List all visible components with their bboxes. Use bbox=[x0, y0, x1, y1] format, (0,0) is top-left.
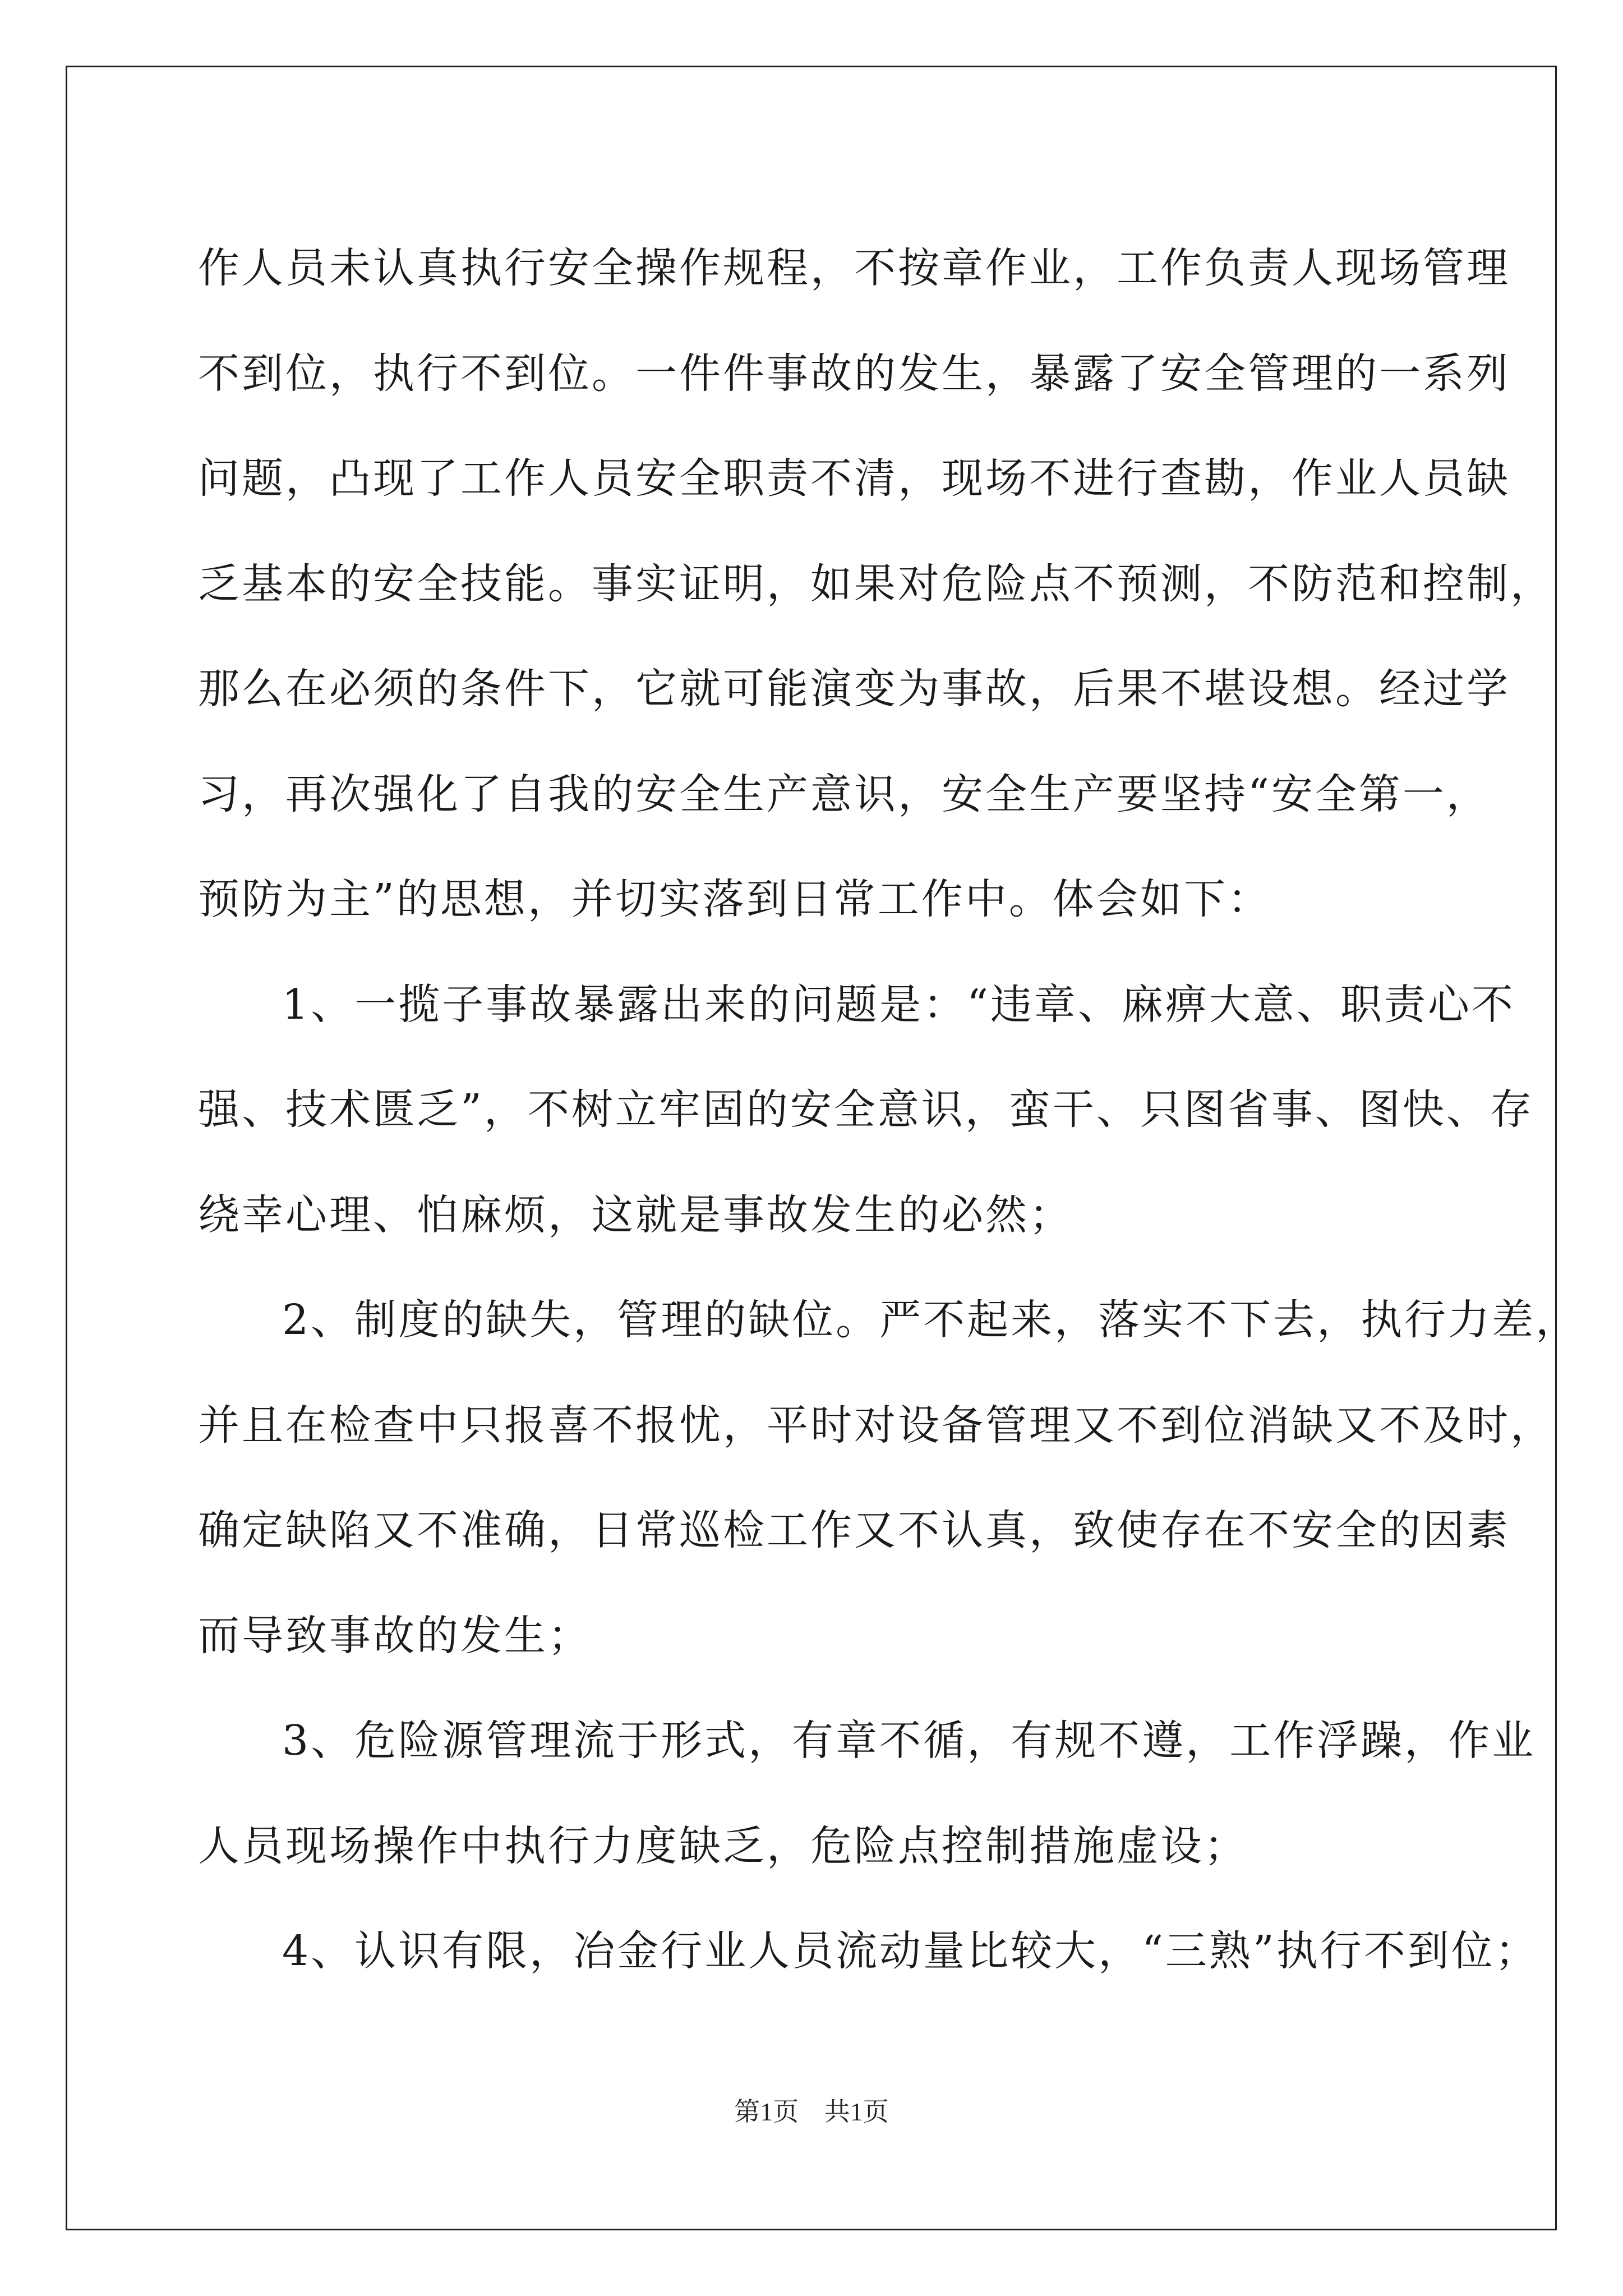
text-line-item-3: 3、危险源管理流于形式，有章不循，有规不遵，工作浮躁，作业 bbox=[282, 1717, 1536, 1765]
text-line: 而导致事故的发生； bbox=[198, 1611, 592, 1660]
text-line: 预防为主”的思想，并切实落到日常工作中。体会如下： bbox=[198, 875, 1271, 923]
page-number: 第1页 bbox=[734, 2097, 799, 2126]
page-footer bbox=[0, 2091, 1623, 2128]
text-line: 确定缺陷又不准确，日常巡检工作又不认真，致使存在不安全的因素 bbox=[198, 1506, 1510, 1554]
text-line: 不到位，执行不到位。一件件事故的发生，暴露了安全管理的一系列 bbox=[198, 349, 1510, 398]
page-total: 共1页 bbox=[824, 2097, 889, 2126]
document-body bbox=[198, 216, 1580, 2004]
text-line: 强、技术匮乏”，不树立牢固的安全意识，蛮干、只图省事、图快、存 bbox=[198, 1085, 1534, 1134]
text-line: 绕幸心理、怕麻烦，这就是事故发生的必然； bbox=[198, 1190, 1073, 1239]
text-line-item-4: 4、认识有限，冶金行业人员流动量比较大，“三熟”执行不到位； bbox=[282, 1927, 1539, 1975]
text-line-item-1: 1、一揽子事故暴露出来的问题是：“违章、麻痹大意、职责心不 bbox=[282, 980, 1515, 1029]
text-line: 并且在检查中只报喜不报忧，平时对设备管理又不到位消缺又不及时， bbox=[198, 1401, 1554, 1450]
text-line: 作人员未认真执行安全操作规程，不按章作业，工作负责人现场管理 bbox=[198, 244, 1510, 292]
text-line-item-2: 2、制度的缺失，管理的缺位。严不起来，落实不下去，执行力差， bbox=[282, 1296, 1580, 1344]
text-line: 问题，凸现了工作人员安全职责不清，现场不进行查勘，作业人员缺 bbox=[198, 454, 1510, 503]
text-line: 乏基本的安全技能。事实证明，如果对危险点不预测，不防范和控制， bbox=[198, 559, 1554, 608]
text-line: 习，再次强化了自我的安全生产意识，安全生产要坚持“安全第一， bbox=[198, 770, 1490, 818]
text-line: 那么在必须的条件下，它就可能演变为事故，后果不堪设想。经过学 bbox=[198, 665, 1510, 713]
text-line: 人员现场操作中执行力度缺乏，危险点控制措施虚设； bbox=[198, 1821, 1248, 1870]
